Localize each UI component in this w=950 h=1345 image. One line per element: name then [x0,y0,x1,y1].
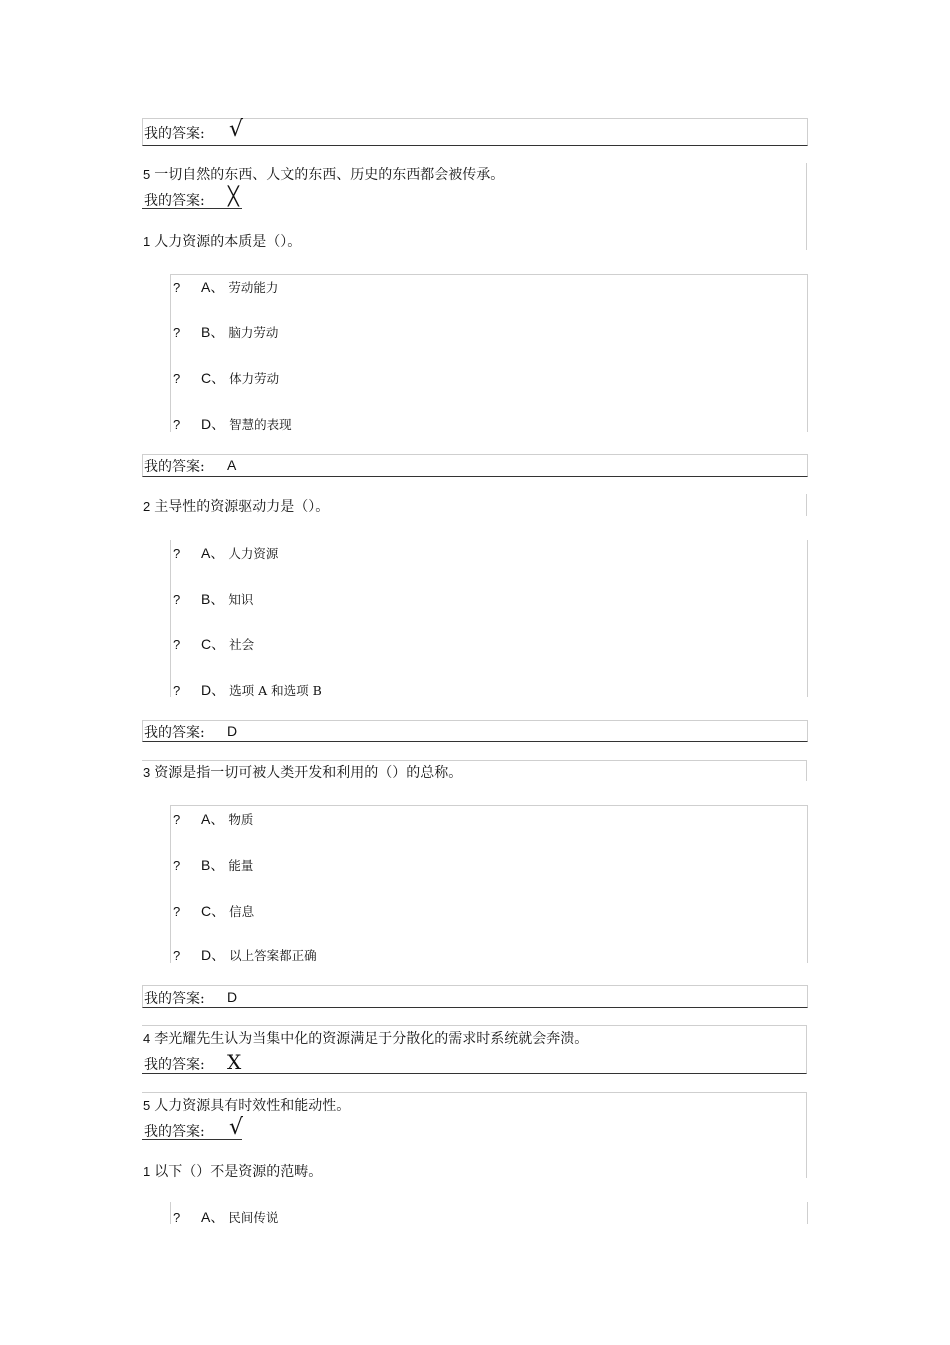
option-marker: ? [173,546,181,561]
question-stem: 资源是指一切可被人类开发和利用的（）的总称。 [154,765,463,781]
option-item[interactable] [173,809,253,829]
question-stem: 一切自然的东西、人文的东西、历史的东西都会被传承。 [154,167,505,183]
option-item[interactable] [173,322,278,342]
question-stem: 人力资源的本质是（）。 [154,234,302,250]
option-text: 社会 [229,637,255,652]
option-text: 智慧的表现 [229,417,292,432]
option-text: 劳动能力 [228,280,279,295]
option-text: 民间传说 [228,1210,279,1225]
options-frame [170,805,808,963]
correct-mark-icon: √ [229,1115,244,1140]
question-text [143,1095,350,1115]
option-letter: C、 [201,370,226,386]
answer-label: 我的答案: [144,725,205,741]
option-text: 以上答案都正确 [229,948,317,963]
option-text: 知识 [228,592,254,607]
option-letter: A、 [201,279,225,295]
option-marker: ? [173,948,181,963]
option-marker: ? [173,371,181,386]
question-number: 5 [143,167,151,182]
answer-box [142,985,808,1008]
question-stem: 主导性的资源驱动力是（）。 [154,499,330,515]
question-number: 1 [143,234,151,249]
answer-label: 我的答案: [144,126,205,142]
answer-underline [142,1139,242,1140]
option-marker: ? [173,858,181,873]
options-frame [170,274,808,432]
option-letter: B、 [201,324,225,340]
question-stem: 人力资源具有时效性和能动性。 [154,1098,351,1114]
option-letter: A、 [201,545,225,561]
option-text: 体力劳动 [229,371,280,386]
option-letter: B、 [201,857,225,873]
option-letter: A、 [201,1209,225,1225]
option-item[interactable] [173,414,292,434]
option-marker: ? [173,592,181,607]
answer-value: A [227,457,237,473]
question-text [143,164,504,184]
option-item[interactable] [173,855,253,875]
option-text: 选项 A 和选项 B [229,683,322,698]
answer-box [142,720,808,742]
option-text: 人力资源 [228,546,279,561]
question-number: 2 [143,499,151,514]
option-marker: ? [173,1210,181,1225]
answer-label: 我的答案: [144,991,205,1007]
option-text: 能量 [228,858,254,873]
option-letter: B、 [201,591,225,607]
option-marker: ? [173,417,181,432]
question-number: 1 [143,1164,151,1179]
question-text [143,496,329,516]
option-item[interactable] [173,634,254,654]
option-item[interactable] [173,1207,278,1227]
option-marker: ? [173,280,181,295]
option-marker: ? [173,812,181,827]
options-frame [170,540,808,697]
option-item[interactable] [173,945,317,965]
answer-label: 我的答案: [144,1057,205,1073]
question-frame [805,494,807,516]
question-stem: 以下（）不是资源的范畴。 [154,1164,323,1180]
option-letter: D、 [201,682,226,698]
option-marker: ? [173,325,181,340]
option-letter: A、 [201,811,225,827]
option-marker: ? [173,683,181,698]
option-item[interactable] [173,543,278,563]
question-text [143,231,301,251]
answer-underline [142,208,242,209]
answer-value: D [227,723,238,739]
question-frame [805,163,807,250]
question-number: 3 [143,765,151,780]
answer-label: 我的答案: [144,193,205,209]
option-item[interactable] [173,277,278,297]
option-letter: C、 [201,636,226,652]
option-letter: C、 [201,903,226,919]
option-text: 信息 [229,904,255,919]
option-marker: ? [173,637,181,652]
option-text: 物质 [228,812,254,827]
option-item[interactable] [173,589,253,609]
option-item[interactable] [173,680,322,700]
question-text [143,1028,588,1048]
correct-mark-icon: √ [229,117,244,142]
question-text [143,1161,322,1181]
answer-value: D [227,989,238,1005]
answer-box [142,454,808,477]
question-stem: 李光耀先生认为当集中化的资源满足于分散化的需求时系统就会奔溃。 [154,1031,589,1047]
option-letter: D、 [201,947,226,963]
option-item[interactable] [173,368,279,388]
option-item[interactable] [173,901,254,921]
question-number: 4 [143,1031,151,1046]
option-text: 脑力劳动 [228,325,279,340]
option-marker: ? [173,904,181,919]
answer-label: 我的答案: [144,1124,205,1140]
question-number: 5 [143,1098,151,1113]
option-letter: D、 [201,416,226,432]
answer-label: 我的答案: [144,459,205,475]
wrong-mark-icon: ╳ [228,186,239,207]
question-text [143,762,462,782]
wrong-mark-icon: X [227,1050,242,1074]
